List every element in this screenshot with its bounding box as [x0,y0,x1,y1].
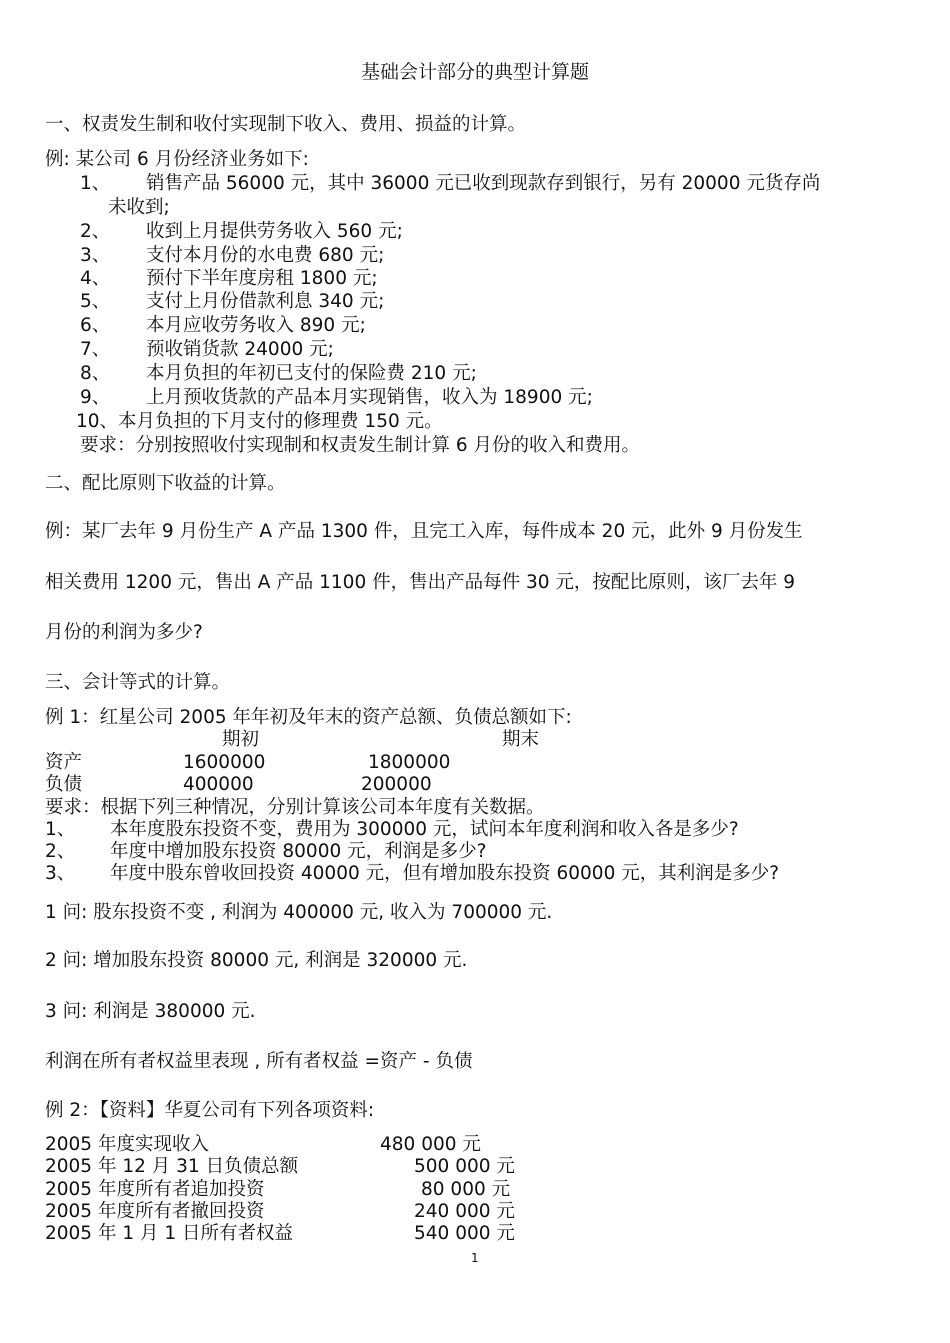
item-number: 9、 [80,387,111,408]
page-title: 基础会计部分的典型计算题 [360,61,589,83]
note-equation: 利润在所有者权益里表现 , 所有者权益 =资产 - 负债 [45,1051,473,1072]
value-begin: 400000 [183,774,254,795]
section3-heading: 三、会计等式的计算。 [45,672,231,693]
column-header-end: 期末 [502,729,540,750]
section2-paragraph-line1: 例：某厂去年 9 月份生产 A 产品 1300 件，且完工入库，每件成本 20 元，此外 9 月份发生 [45,521,803,542]
item-number: 5、 [80,291,111,312]
item-text: 销售产品 56000 元，其中 36000 元已收到现款存到银行，另有 20000 元货存尚 [146,173,821,194]
row-label: 资产 [45,752,83,773]
answer-2: 2 问: 增加股东投资 80000 元, 利润是 320000 元. [45,950,468,971]
question-text: 年度中增加股东投资 80000 元，利润是多少? [110,841,487,862]
data-label: 2005 年度所有者追加投资 [45,1179,265,1200]
item-number: 4、 [80,268,111,289]
value-end: 200000 [361,774,432,795]
item-text: 上月预收货款的产品本月实现销售，收入为 18900 元; [146,387,593,408]
example2-intro: 例 2：【资料】华夏公司有下列各项资料: [45,1100,375,1121]
item-number: 8、 [80,363,111,384]
data-label: 2005 年度实现收入 [45,1134,209,1155]
section1-requirement: 要求：分别按照收付实现制和权责发生制计算 6 月份的收入和费用。 [80,435,641,456]
list-item-10: 10、本月负担的下月支付的修理费 150 元。 [76,411,443,432]
item-text: 预付下半年度房租 1800 元; [146,268,378,289]
item-text: 预收销货款 24000 元; [146,339,334,360]
data-label: 2005 年 1 月 1 日所有者权益 [45,1223,294,1244]
section2-paragraph-line3: 月份的利润为多少? [45,622,203,643]
value-end: 1800000 [368,752,451,773]
section2-heading: 二、配比原则下收益的计算。 [45,473,286,494]
column-header-begin: 期初 [222,729,260,750]
value-begin: 1600000 [183,752,266,773]
data-label: 2005 年 12 月 31 日负债总额 [45,1156,299,1177]
answer-3: 3 问: 利润是 380000 元. [45,1001,256,1022]
question-number: 2、 [45,841,76,862]
example1-intro: 例 1：红星公司 2005 年年初及年末的资产总额、负债总额如下: [45,707,572,728]
section1-heading: 一、权责发生制和收付实现制下收入、费用、损益的计算。 [45,114,527,135]
item-text: 收到上月提供劳务收入 560 元; [146,221,403,242]
question-number: 3、 [45,863,76,884]
data-value: 80 000 元 [421,1179,511,1200]
answer-1: 1 问: 股东投资不变 , 利润为 400000 元, 收入为 700000 元. [45,902,553,923]
item-text: 支付本月份的水电费 680 元; [146,245,385,266]
item-number: 1、 [80,173,111,194]
item-number: 3、 [80,245,111,266]
item-number: 2、 [80,221,111,242]
item-text-continued: 未收到; [108,197,170,218]
question-text: 本年度股东投资不变，费用为 300000 元，试问本年度利润和收入各是多少? [110,819,739,840]
data-value: 500 000 元 [414,1156,515,1177]
item-number: 6、 [80,315,111,336]
data-value: 240 000 元 [414,1201,515,1222]
question-text: 年度中股东曾收回投资 40000 元，但有增加股东投资 60000 元，其利润是多少? [110,863,780,884]
data-value: 480 000 元 [380,1134,481,1155]
item-text: 本月应收劳务收入 890 元; [146,315,366,336]
item-text: 本月负担的年初已支付的保险费 210 元; [146,363,477,384]
page-number: 1 [471,1251,479,1265]
row-label: 负债 [45,774,83,795]
example1-requirement: 要求：根据下列三种情况，分别计算该公司本年度有关数据。 [45,797,545,818]
data-value: 540 000 元 [414,1223,515,1244]
section2-paragraph-line2: 相关费用 1200 元，售出 A 产品 1100 件，售出产品每件 30 元，按配比原则，该厂去年 9 [45,572,796,593]
item-text: 支付上月份借款利息 340 元; [146,291,385,312]
section1-intro: 例: 某公司 6 月份经济业务如下: [45,149,309,170]
item-number: 7、 [80,339,111,360]
data-label: 2005 年度所有者撤回投资 [45,1201,265,1222]
question-number: 1、 [45,819,76,840]
